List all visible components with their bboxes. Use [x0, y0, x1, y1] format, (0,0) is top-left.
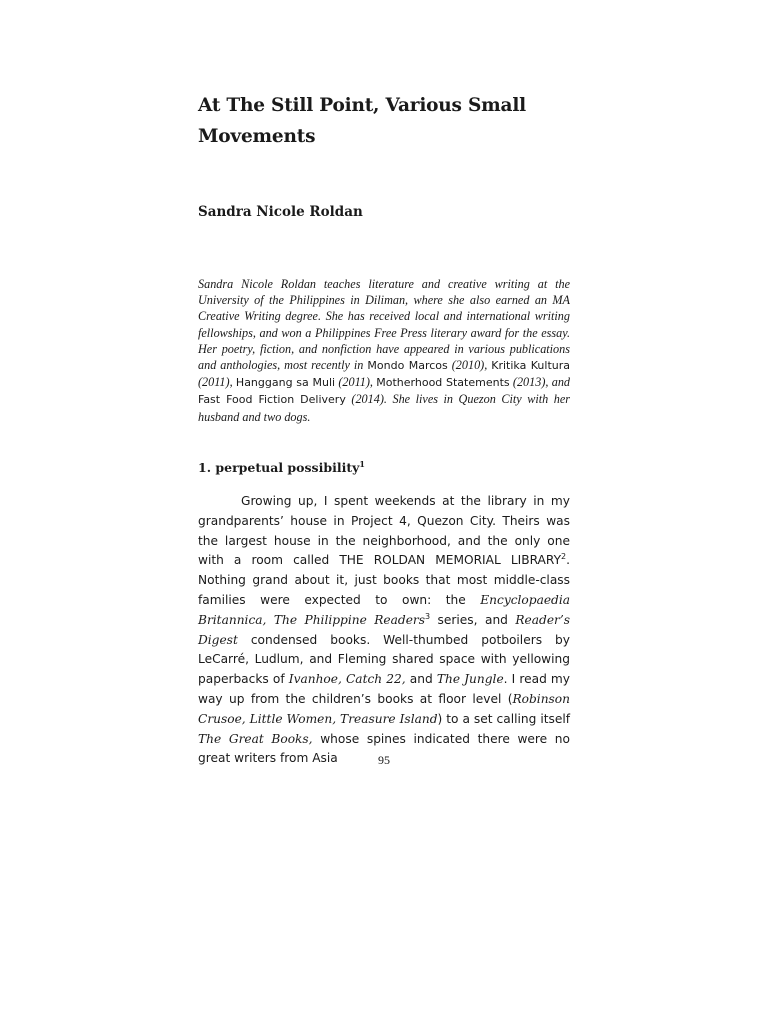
footnote-marker: 3: [425, 611, 431, 621]
italic-title: Reader’s Digest: [198, 612, 570, 647]
bio-text: (2010),: [451, 358, 488, 373]
body-text: Growing up, I spent weekends at the library in my grandparents’ house in Project 4, Quezon City. Theirs was the largest house in the neighborhood, and the only one with a room called THE ROLDAN MEMORIAL LIBRARY: [198, 494, 570, 568]
body-text: and: [405, 672, 433, 687]
italic-title: The Great Books,: [198, 731, 313, 746]
body-text: . I read my way up from the children’s books at floor level (: [198, 672, 571, 706]
essay-title: At The Still Point, Various Small Movements: [198, 95, 526, 147]
bio-text: (2013), and: [512, 375, 571, 390]
author-name: Sandra Nicole Roldan: [198, 204, 363, 220]
bio-text: Sandra Nicole Roldan teaches literature and creative writing at the University of the Philippines in Diliman, where she also earned an MA Creative Writing degree. She has received local and international writing fellowships, and won a Philippines Free Press literary award for the essay. Her poetry, fiction, and nonfiction have appeared in various publications and anthologies, most recently in: [198, 277, 570, 373]
italic-title: Robinson Crusoe, Little Women, Treasure Island: [198, 691, 570, 726]
bio-book-title: Hanggang sa Muli: [235, 376, 336, 390]
footnote-marker: 2: [561, 552, 567, 562]
bio-book-title: Mondo Marcos: [367, 359, 448, 373]
page-number: 95: [378, 753, 390, 767]
bio-book-title: Kritika Kultura: [491, 359, 571, 373]
body-paragraph: [198, 492, 570, 769]
bio-text: (2014). She lives in Quezon City with her husband and two dogs.: [198, 392, 570, 424]
bio-text: (2011),: [198, 375, 233, 390]
section-heading: [198, 458, 365, 478]
body-text: . Nothing grand about it, just books that most middle-class families were expected to own: the: [198, 553, 570, 607]
bio-text: (2011),: [338, 375, 373, 390]
italic-title: The Jungle: [436, 672, 504, 687]
body-text: ) to a set calling itself: [437, 711, 571, 726]
bio-book-title: Motherhood Statements: [376, 376, 510, 390]
footnote-marker: 1: [359, 458, 365, 469]
body-text: condensed books. Well-thumbed potboilers by LeCarré, Ludlum, and Fleming shared space with yellowing paperbacks of: [198, 632, 570, 687]
italic-title: The Philippine Readers: [273, 612, 426, 627]
author-bio: [198, 276, 570, 425]
section-heading-text: 1. perpetual possibility: [198, 460, 360, 475]
italic-title: Ivanhoe, Catch 22,: [288, 672, 406, 687]
italic-title: Encyclopaedia Britannica,: [198, 592, 571, 627]
bio-book-title: Fast Food Fiction Delivery: [198, 393, 346, 407]
body-text: series, and: [430, 612, 508, 627]
body-text: whose spines indicated there were no great writers from Asia: [198, 731, 570, 766]
